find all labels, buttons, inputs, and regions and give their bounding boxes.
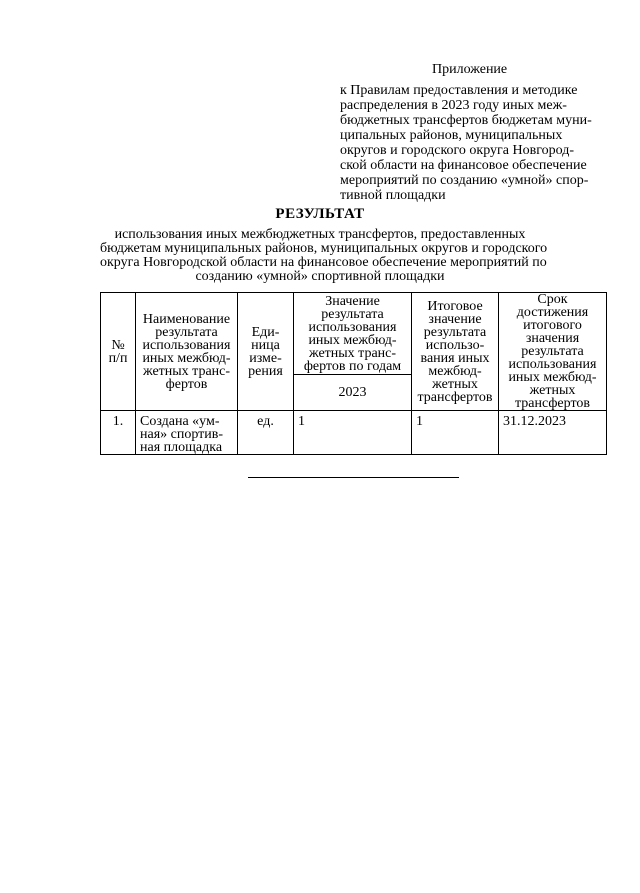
subtitle-line: созданию «умной» спортивной площадки xyxy=(195,269,445,284)
header-total: Итоговое значение результата использо- вания иных межбюд- жетных трансфертов xyxy=(412,293,499,411)
appendix-line: ской области на финансовое обеспечение xyxy=(340,158,587,173)
cell-total: 1 xyxy=(412,411,499,455)
header-value: Значение результата использования иных межбюд- жетных транс- фертов по годам xyxy=(294,293,412,375)
header-name: Наименование результата использования иных межбюд- жетных транс- фертов xyxy=(136,293,238,411)
header-num: № п/п xyxy=(101,293,136,411)
appendix-line: к Правилам предоставления и методике xyxy=(340,83,578,98)
cell-unit: ед. xyxy=(238,411,294,455)
appendix-line: округов и городского округа Новгород- xyxy=(340,143,574,158)
cell-deadline: 31.12.2023 xyxy=(499,411,607,455)
table-row xyxy=(101,411,607,455)
header-unit: Еди- ница изме- рения xyxy=(238,293,294,411)
subtitle-line: использования иных межбюджетных трансфертов, предоставленных xyxy=(114,227,526,242)
appendix-line: мероприятий по созданию «умной» спор- xyxy=(340,173,589,188)
table-header-row xyxy=(101,293,607,375)
cell-name: Создана «ум- ная» спортив- ная площадка xyxy=(136,411,238,455)
header-deadline: Срок достижения итогового значения результата использования иных межбюд- жетных трансфертов xyxy=(499,293,607,411)
appendix-line: бюджетных трансфертов бюджетам муни- xyxy=(340,113,592,128)
appendix-title: Приложение xyxy=(432,62,508,77)
subtitle-line: округа Новгородской области на финансовое обеспечение мероприятий по xyxy=(100,255,547,270)
appendix-line: тивной площадки xyxy=(340,188,446,203)
cell-value: 1 xyxy=(294,411,412,455)
subtitle-line: бюджетам муниципальных районов, муниципальных округов и городского xyxy=(100,241,548,256)
appendix-line: распределения в 2023 году иных меж- xyxy=(340,98,567,113)
document-subtitle xyxy=(100,227,548,284)
appendix-text xyxy=(340,83,600,203)
divider-line xyxy=(248,477,459,478)
cell-num: 1. xyxy=(101,411,136,455)
header-year: 2023 xyxy=(294,375,412,411)
appendix-line: ципальных районов, муниципальных xyxy=(340,128,563,143)
results-table xyxy=(100,292,607,455)
document-title: РЕЗУЛЬТАТ xyxy=(275,206,365,222)
